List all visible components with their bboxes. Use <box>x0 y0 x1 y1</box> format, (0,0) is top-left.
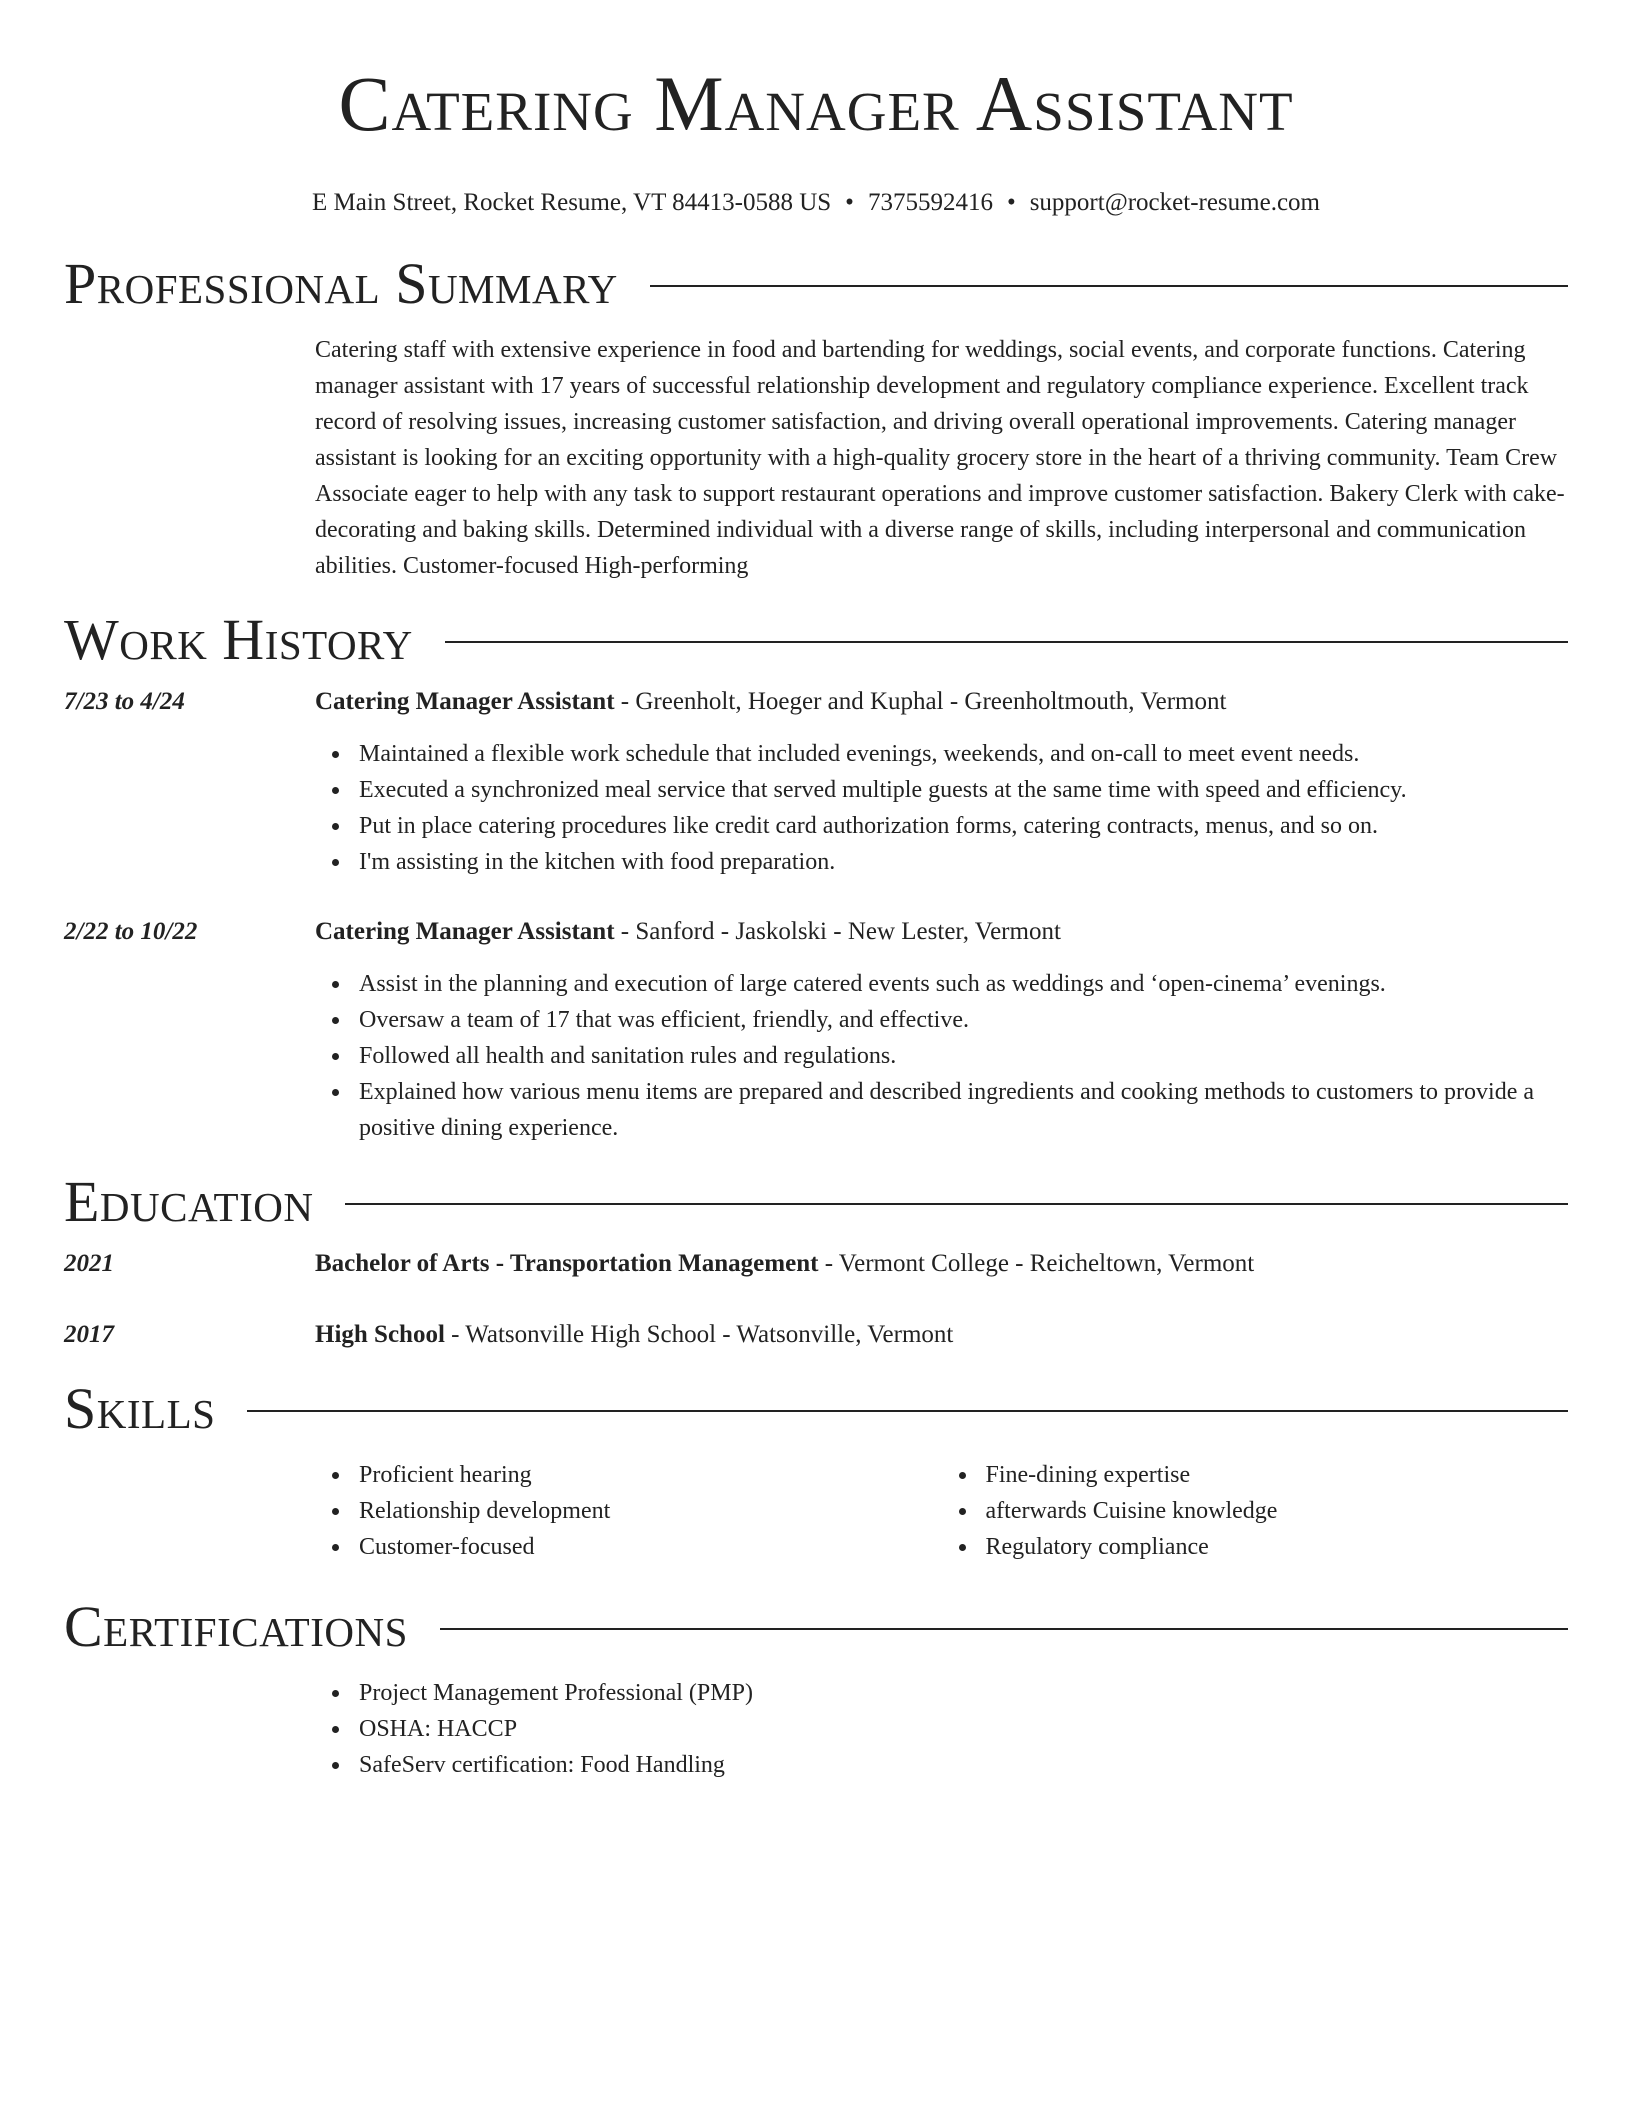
list-item: Oversaw a team of 17 that was efficient, friendly, and effective. <box>359 1002 1568 1038</box>
work-bullets <box>315 966 1568 1146</box>
work-heading <box>315 684 1568 720</box>
section-divider <box>247 1410 1568 1412</box>
list-item: Executed a synchronized meal service that served multiple guests at the same time with speed and efficiency. <box>359 772 1568 808</box>
resume-page <box>64 0 1568 1783</box>
list-item: Project Management Professional (PMP) <box>359 1675 1568 1711</box>
candidate-name: Catering Manager Assistant <box>338 60 1294 147</box>
list-item: OSHA: HACCP <box>359 1711 1568 1747</box>
work-dates: 7/23 to 4/24 <box>64 688 185 715</box>
work-employer: - Greenholt, Hoeger and Kuphal - Greenholtmouth, Vermont <box>614 688 1227 715</box>
section-divider <box>440 1628 1568 1630</box>
education-heading <box>315 1246 1568 1282</box>
work-role: Catering Manager Assistant <box>315 688 615 715</box>
section-header-summary <box>64 251 1568 316</box>
list-item: Maintained a flexible work schedule that included evenings, weekends, and on-call to meet event needs. <box>359 736 1568 772</box>
list-item: Followed all health and sanitation rules and regulations. <box>359 1038 1568 1074</box>
certifications-list <box>315 1675 1568 1783</box>
education-school: - Watsonville High School - Watsonville, Vermont <box>444 1321 954 1348</box>
list-item: afterwards Cuisine knowledge <box>986 1493 1569 1529</box>
work-role: Catering Manager Assistant <box>315 918 615 945</box>
education-heading <box>315 1317 1568 1353</box>
section-header-certifications <box>64 1594 1568 1659</box>
skills-list <box>315 1457 1568 1565</box>
skills-column-right <box>942 1457 1569 1565</box>
list-item: Assist in the planning and execution of large catered events such as weddings and ‘open-cinema’ evenings. <box>359 966 1568 1002</box>
education-school: - Vermont College - Reicheltown, Vermont <box>818 1250 1255 1277</box>
list-item: Regulatory compliance <box>986 1529 1569 1565</box>
section-divider <box>345 1203 1568 1205</box>
contact-email: support@rocket-resume.com <box>1029 189 1320 216</box>
education-year: 2017 <box>64 1321 114 1348</box>
list-item: Explained how various menu items are prepared and described ingredients and cooking methods to customers to provide a positive dining experience. <box>359 1074 1568 1146</box>
list-item: SafeServ certification: Food Handling <box>359 1747 1568 1783</box>
list-item: I'm assisting in the kitchen with food preparation. <box>359 844 1568 880</box>
section-header-work-history <box>64 607 1568 672</box>
contact-phone: 7375592416 <box>867 189 993 216</box>
work-heading <box>315 914 1568 950</box>
education-year: 2021 <box>64 1250 114 1277</box>
contact-address: E Main Street, Rocket Resume, VT 84413-0588 US <box>312 189 832 216</box>
list-item: Relationship development <box>359 1493 942 1529</box>
work-entry <box>64 684 1568 880</box>
section-header-education <box>64 1169 1568 1234</box>
section-title-skills: Skills <box>64 1376 216 1441</box>
section-title-education: Education <box>64 1169 314 1234</box>
list-item: Customer-focused <box>359 1529 942 1565</box>
contact-line <box>64 188 1568 218</box>
education-degree: Bachelor of Arts - Transportation Management <box>315 1250 819 1277</box>
skills-column-left <box>315 1457 942 1565</box>
contact-separator: • <box>1006 189 1016 216</box>
section-title-certifications: Certifications <box>64 1594 408 1659</box>
work-bullets <box>315 736 1568 880</box>
list-item: Fine-dining expertise <box>986 1457 1569 1493</box>
section-title-summary: Professional Summary <box>64 251 618 316</box>
work-entry <box>64 914 1568 1146</box>
education-entry <box>64 1246 1568 1282</box>
list-item: Proficient hearing <box>359 1457 942 1493</box>
work-dates: 2/22 to 10/22 <box>64 918 198 945</box>
work-employer: - Sanford - Jaskolski - New Lester, Vermont <box>614 918 1061 945</box>
summary-text: Catering staff with extensive experience in food and bartending for weddings, social events, and corporate functions. Catering manager assistant with 17 years of successful relationship development and regulatory compliance experience. Excellent track record of resolving issues, increasing customer satisfaction, and driving overall operational improvements. Catering manager assistant is looking for an exciting opportunity with a high-quality grocery store in the heart of a thriving community. Team Crew Associate eager to help with any task to support restaurant operations and improve customer satisfaction. Bakery Clerk with cake-decorating and baking skills. Determined individual with a diverse range of skills, including interpersonal and communication abilities. Customer-focused High-performing <box>315 337 1565 579</box>
education-degree: High School <box>315 1321 445 1348</box>
education-entry <box>64 1317 1568 1353</box>
contact-separator: • <box>845 189 854 216</box>
list-item: Put in place catering procedures like credit card authorization forms, catering contracts, menus, and so on. <box>359 808 1568 844</box>
section-divider <box>445 641 1568 643</box>
section-title-work-history: Work History <box>64 607 413 672</box>
section-divider <box>650 285 1568 287</box>
section-header-skills <box>64 1376 1568 1441</box>
